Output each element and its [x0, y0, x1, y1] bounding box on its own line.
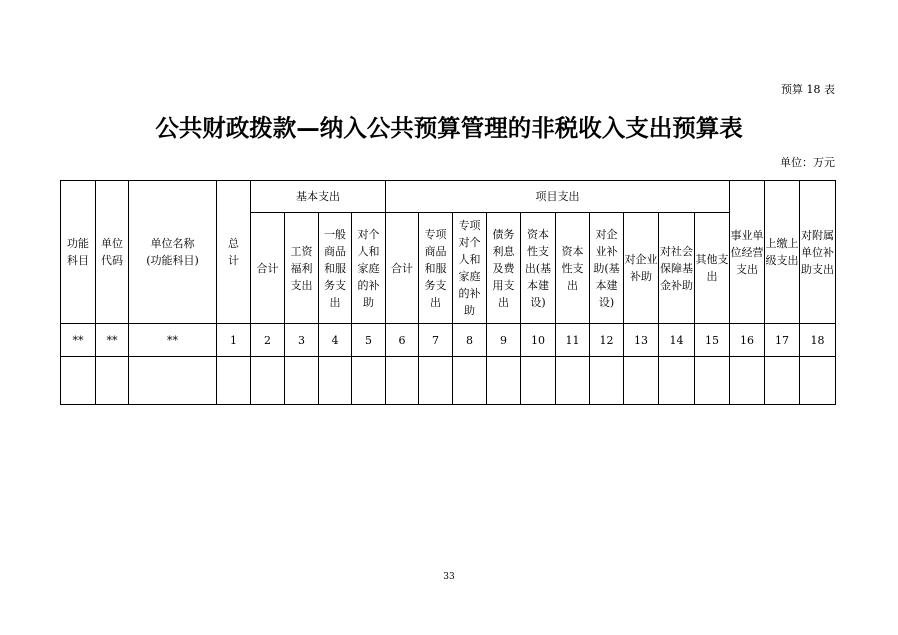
data-cell — [319, 357, 352, 405]
salary-welfare-label: 工资福利支出 — [290, 244, 313, 292]
data-cell — [800, 357, 836, 405]
column-index-cell: 5 — [352, 324, 386, 357]
column-index-cell: 12 — [590, 324, 624, 357]
social-security-subsidy-label: 对社会保障基金补助 — [659, 244, 693, 292]
special-personal-subsidy-label: 专项对个人和家庭的补助 — [458, 219, 481, 317]
data-cell — [419, 357, 453, 405]
column-index-cell: 1 — [217, 324, 251, 357]
data-cell — [96, 357, 129, 405]
unit-name-label: 单位名称(功能科目) — [146, 237, 199, 267]
other-expenditure-label: 其他支出 — [695, 253, 729, 283]
column-index-cell: 10 — [521, 324, 556, 357]
unit-label: 单位：万元 — [780, 156, 835, 169]
data-cell — [590, 357, 624, 405]
data-cell — [487, 357, 521, 405]
function-subject-header — [61, 181, 96, 324]
capital-expenditure-header — [556, 213, 590, 324]
page-title: 公共财政拨款—纳入公共预算管理的非税收入支出预算表 — [155, 114, 743, 142]
data-cell — [251, 357, 285, 405]
remit-superior-label: 上缴上级支出 — [765, 237, 799, 267]
table-row — [61, 357, 836, 405]
column-index-cell: 16 — [730, 324, 765, 357]
data-cell — [352, 357, 386, 405]
general-goods-services-label: 一般商品和服务支出 — [324, 227, 346, 309]
enterprise-subsidy-construction-label: 对企业补助(基本建设) — [593, 227, 620, 309]
column-index-cell: 18 — [800, 324, 836, 357]
data-cell — [659, 357, 695, 405]
column-index-cell: 13 — [624, 324, 659, 357]
column-index-cell: ** — [96, 324, 129, 357]
special-personal-subsidy-header — [453, 213, 487, 324]
project-expenditure-label: 项目支出 — [535, 190, 580, 203]
capital-construction-header — [521, 213, 556, 324]
data-cell — [730, 357, 765, 405]
data-cell — [624, 357, 659, 405]
enterprise-subsidy-header — [624, 213, 659, 324]
column-index-cell: ** — [61, 324, 96, 357]
unit-code-header — [96, 181, 129, 324]
personal-family-subsidy-label: 对个人和家庭的补助 — [357, 227, 380, 309]
header-row-groups — [61, 181, 836, 213]
data-cell — [695, 357, 730, 405]
capital-construction-label: 资本性支出(基本建设) — [524, 227, 552, 309]
data-cell — [521, 357, 556, 405]
data-cell — [285, 357, 319, 405]
column-index-cell: 14 — [659, 324, 695, 357]
debt-interest-label: 债务利息及费用支出 — [492, 227, 515, 309]
total-label: 总计 — [228, 237, 239, 267]
column-index-cell: 11 — [556, 324, 590, 357]
budget-table — [60, 180, 836, 405]
general-goods-services-header — [319, 213, 352, 324]
enterprise-subsidy-construction-header — [590, 213, 624, 324]
business-operation-header — [730, 181, 765, 324]
basic-subtotal-label: 合计 — [256, 261, 279, 275]
unit-name-header — [129, 181, 217, 324]
total-header — [217, 181, 251, 324]
remit-superior-header — [765, 181, 800, 324]
data-cell — [765, 357, 800, 405]
salary-welfare-header — [285, 213, 319, 324]
data-cell — [386, 357, 419, 405]
column-index-row — [61, 324, 836, 357]
unit-code-label: 单位代码 — [101, 237, 123, 267]
capital-expenditure-label: 资本性支出 — [561, 244, 584, 292]
personal-family-subsidy-header — [352, 213, 386, 324]
page-number: 33 — [443, 572, 455, 582]
debt-interest-header — [487, 213, 521, 324]
basic-expenditure-header — [251, 181, 386, 213]
column-index-cell: 3 — [285, 324, 319, 357]
data-cell — [129, 357, 217, 405]
basic-subtotal-header — [251, 213, 285, 324]
column-index-cell: 8 — [453, 324, 487, 357]
affiliate-subsidy-header — [800, 181, 836, 324]
column-index-cell: 6 — [386, 324, 419, 357]
column-index-cell: 7 — [419, 324, 453, 357]
column-index-cell: 9 — [487, 324, 521, 357]
project-subtotal-header — [386, 213, 419, 324]
column-index-cell: 15 — [695, 324, 730, 357]
enterprise-subsidy-label: 对企业补助 — [624, 253, 658, 283]
other-expenditure-header — [695, 213, 730, 324]
data-cell — [217, 357, 251, 405]
column-index-cell: ** — [129, 324, 217, 357]
function-subject-label: 功能科目 — [67, 237, 89, 267]
basic-expenditure-label: 基本支出 — [296, 190, 340, 203]
form-number: 预算 18 表 — [781, 83, 835, 96]
project-subtotal-label: 合计 — [391, 261, 413, 275]
data-cell — [61, 357, 96, 405]
special-goods-services-label: 专项商品和服务支出 — [424, 227, 447, 309]
column-index-cell: 17 — [765, 324, 800, 357]
project-expenditure-header — [386, 181, 730, 213]
business-operation-label: 事业单位经营支出 — [730, 228, 764, 276]
data-cell — [453, 357, 487, 405]
social-security-subsidy-header — [659, 213, 695, 324]
column-index-cell: 2 — [251, 324, 285, 357]
column-index-cell: 4 — [319, 324, 352, 357]
affiliate-subsidy-label: 对附属单位补助支出 — [800, 228, 834, 276]
data-cell — [556, 357, 590, 405]
special-goods-services-header — [419, 213, 453, 324]
